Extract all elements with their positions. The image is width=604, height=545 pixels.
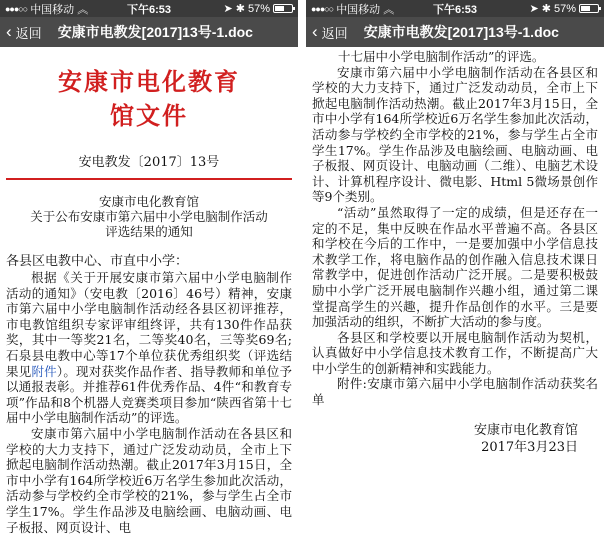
location-icon: ➤	[223, 3, 233, 15]
title-line-2: 馆文件	[110, 101, 188, 130]
status-right	[530, 2, 599, 15]
document-title: 安康市电教发[2017]13号-1.doc	[363, 24, 559, 40]
red-header-title	[6, 65, 292, 133]
divider	[298, 0, 306, 545]
attachment-note: 附件:安康市第六届中小学电脑制作活动获奖名单	[312, 376, 598, 408]
salutation: 各县区电教中心、市直中小学：	[6, 254, 189, 269]
signal-icon: ●●●○○	[311, 3, 334, 14]
battery-label: 57%	[553, 2, 576, 15]
heading-line-1: 安康市电化教育馆	[98, 194, 199, 209]
right-screenshot	[306, 0, 604, 545]
left-screenshot	[0, 0, 298, 545]
signal-icon: ●●●○○	[5, 3, 28, 14]
attachment-link[interactable]: 附件	[31, 363, 57, 379]
paragraph-1-text: 根据《关于开展安康市第六届中小学电脑制作活动的通知》（安电教〔2016〕46号）精神，安康市第六届中小学电脑制作活动经各县区初评推荐，市电教馆组织专家评审组终评，共有130件作品获奖，其中一等奖21名，二等奖40名，三等奖69名;石泉县电教中心等17个单位获优秀组织奖（评选结果见	[6, 270, 292, 379]
document-content[interactable]	[0, 65, 298, 535]
status-bar	[306, 0, 604, 17]
carrier	[5, 1, 88, 17]
location-icon: ➤	[529, 3, 539, 15]
status-bar	[0, 0, 298, 17]
chevron-left-icon: ‹	[312, 22, 318, 41]
heading-line-3: 评选结果的通知	[105, 224, 193, 239]
bluetooth-icon: ✱	[541, 3, 551, 15]
title-line-1: 安康市电化教育	[58, 67, 240, 96]
battery-icon	[579, 4, 599, 13]
heading-line-2: 关于公布安康市第六届中小学电脑制作活动	[30, 209, 268, 224]
paragraph-3: “活动”虽然取得了一定的成绩，但是还存在一定的不足，集中反映在作品水平普遍不高。各县区和学校在今后的工作中，一是要加强中小学信息技术教学工作，将电脑作品的创作融入信息技术课日常教学中，促进创作活动广泛开展。二是要积极鼓励中小学广泛开展电脑制作兴趣小组，通过第二课堂提高学生的兴趣，提升作品创作的水平。三是要加强活动的组织，不断扩大活动的参与度。	[312, 204, 598, 330]
wifi-icon: ︽	[383, 3, 395, 16]
signature-date: 2017年3月23日	[481, 439, 578, 455]
carrier-label: 中国移动	[336, 3, 381, 16]
paragraph-1-text-cont: ）。现对获奖作品作者、指导教师和单位予以通报表彰。并推荐61件优秀作品、4件“和教育专项”作品和8个机器人竞赛类项目参加“陕西省第十七届中小学电脑制作活动”的评选。	[6, 363, 292, 426]
clock: 下午6:53	[126, 3, 172, 16]
wifi-icon: ︽	[77, 3, 89, 16]
back-button[interactable]	[312, 22, 348, 42]
nav-bar	[0, 17, 298, 47]
battery-label: 57%	[247, 2, 270, 15]
document-content[interactable]	[306, 47, 604, 456]
carrier-label: 中国移动	[30, 3, 75, 16]
bluetooth-icon: ✱	[235, 3, 245, 15]
battery-icon	[273, 4, 293, 13]
paragraph-4: 各县区和学校要以开展电脑制作活动为契机，认真做好中小学信息技术教育工作，不断提高广大中小学生的创新精神和实践能力。	[312, 329, 598, 376]
carrier	[311, 1, 394, 17]
back-button[interactable]	[6, 22, 42, 42]
clock: 下午6:53	[432, 3, 478, 16]
document-number: 安电教发〔2017〕13号	[78, 155, 220, 170]
paragraph-1	[6, 270, 292, 426]
paragraph-1-tail: 十七届中小学电脑制作活动”的评选。	[338, 49, 545, 64]
back-label: 返回	[15, 25, 42, 41]
status-right	[224, 2, 293, 15]
signature-org: 安康市电化教育馆	[473, 422, 578, 438]
chevron-left-icon: ‹	[6, 22, 12, 41]
paragraph-2: 安康市第六届中小学电脑制作活动在各县区和学校的大力支持下，通过广泛发动动员，全市上下掀起电脑制作活动热潮。截止2017年3月15日，全市中小学有164所学校近6万名学生参加此次活动，活动参与学校约全市学校的21%，参与学生占全市学生17%。学生作品涉及电脑绘画、电脑动画、电子板报、网页设计、电脑动画（二维）、电脑艺术设计、计算机程序设计、微电影、Html 5微场景创作等9个类别。	[312, 64, 598, 205]
notice-heading	[6, 194, 292, 239]
red-divider	[6, 178, 292, 180]
paragraph-2: 安康市第六届中小学电脑制作活动在各县区和学校的大力支持下，通过广泛发动动员，全市上下掀起电脑制作活动热潮。截止2017年3月15日，全市中小学有164所学校近6万名学生参加此次活动，活动参与学校约全市学校的21%，参与学生占全市学生17%。学生作品涉及电脑绘画、电脑动画、电子板报、网页设计、电	[6, 425, 292, 535]
nav-bar	[306, 17, 604, 47]
document-title: 安康市电教发[2017]13号-1.doc	[57, 24, 253, 40]
back-label: 返回	[321, 25, 348, 41]
